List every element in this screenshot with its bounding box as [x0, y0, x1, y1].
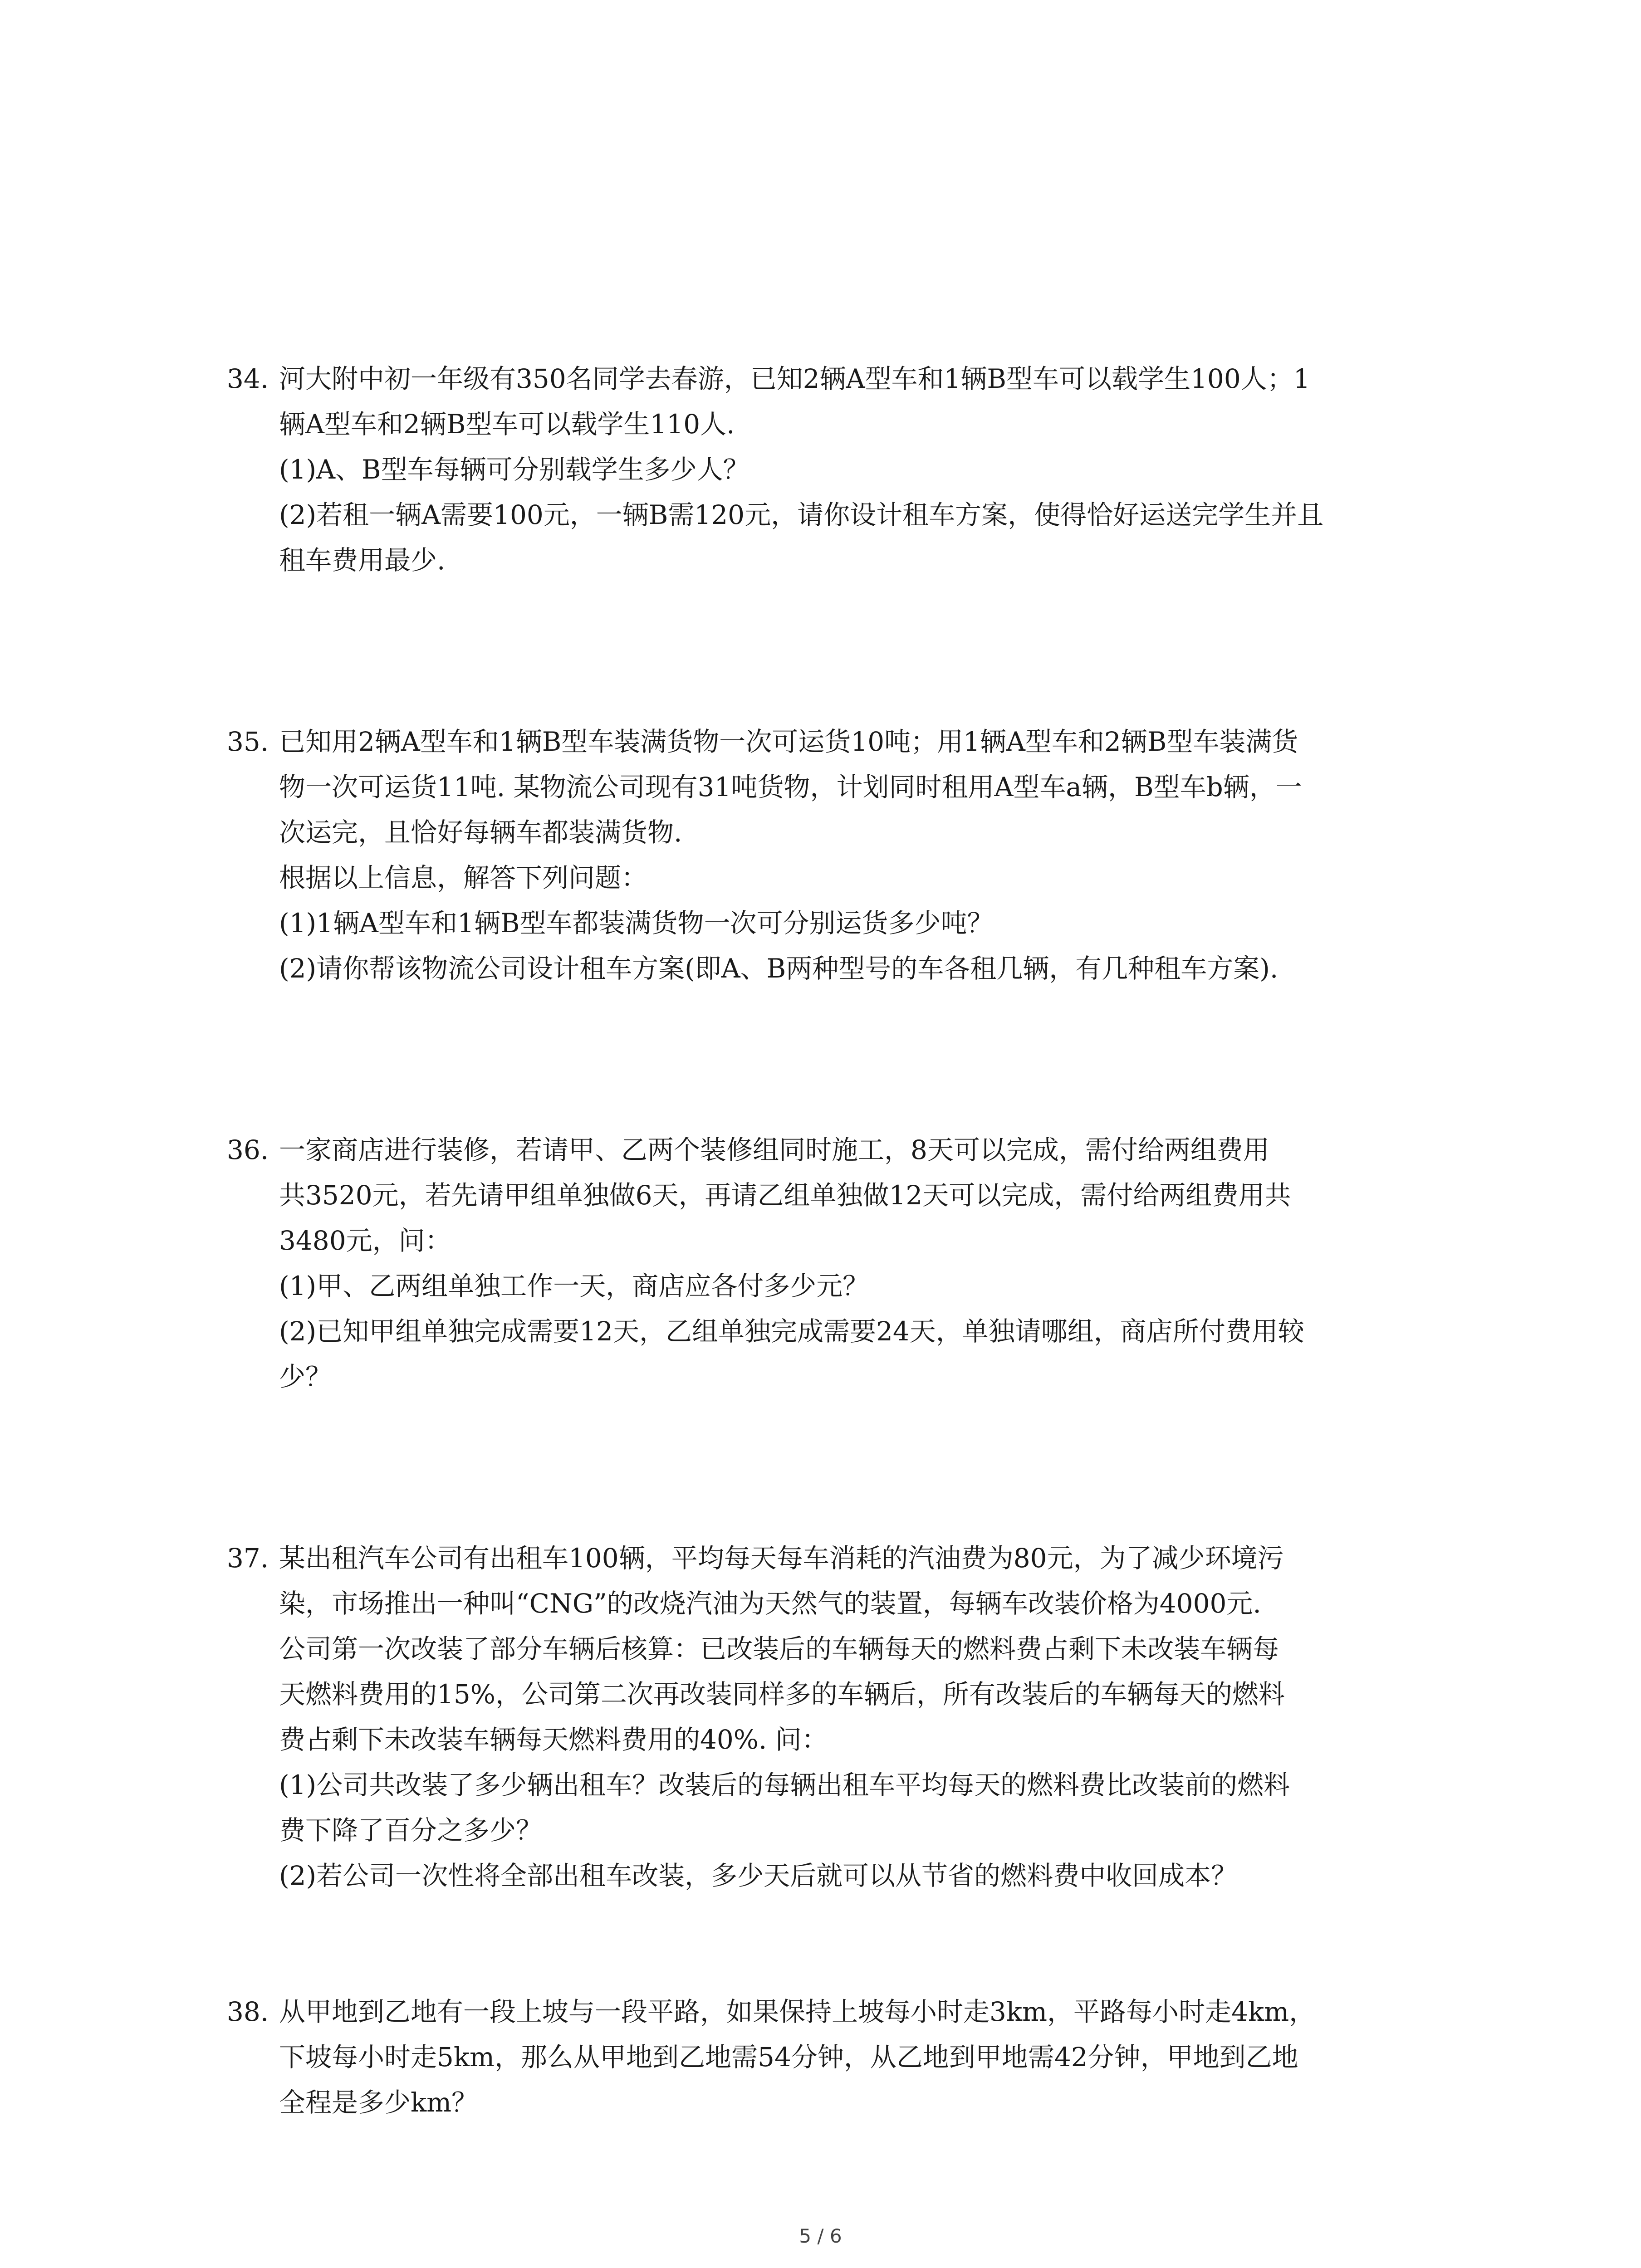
- problem-text-line: 次运完，且恰好每辆车都装满货物.: [279, 817, 682, 848]
- problem-text-line: 全程是多少km？: [279, 2087, 478, 2118]
- problem-number: 38.: [227, 1996, 269, 2027]
- problem-text-line: 某出租汽车公司有出租车100辆，平均每天每车消耗的汽油费为80元，为了减少环境污: [279, 1543, 1284, 1574]
- problem-text-line: 物一次可运货11吨. 某物流公司现有31吨货物，计划同时租用A型车a辆，B型车b辆，一: [279, 772, 1302, 802]
- sub-question-1: (1)公司共改装了多少辆出租车？改装后的每辆出租车平均每天的燃料费比改装前的燃料: [279, 1769, 1290, 1800]
- problem-number: 34.: [227, 363, 269, 394]
- sub-question-1: (1)A、B型车每辆可分别载学生多少人？: [279, 454, 749, 485]
- problem-text-line: 租车费用最少.: [279, 545, 446, 576]
- problem-text-line: 下坡每小时走5km，那么从甲地到乙地需54分钟，从乙地到甲地需42分钟，甲地到乙地: [279, 2042, 1298, 2072]
- problem-text-line: 一家商店进行装修，若请甲、乙两个装修组同时施工，8天可以完成，需付给两组费用: [279, 1134, 1269, 1165]
- problem-35: [227, 719, 1452, 991]
- sub-question-2: (2)请你帮该物流公司设计租车方案(即A、B两种型号的车各租几辆，有几种租车方案).: [279, 953, 1279, 984]
- problem-38: [227, 1989, 1452, 2125]
- problem-text-line: 费占剩下未改装车辆每天燃料费用的40%. 问：: [279, 1724, 828, 1755]
- problem-text-line: 少？: [279, 1361, 332, 1392]
- problem-text-line: 已知用2辆A型车和1辆B型车装满货物一次可运货10吨；用1辆A型车和2辆B型车装满货: [279, 726, 1298, 757]
- problem-text-line: 辆A型车和2辆B型车可以载学生110人.: [279, 409, 735, 440]
- problem-number: 37.: [227, 1543, 269, 1574]
- problem-text-line: 染，市场推出一种叫“CNG”的改烧汽油为天然气的装置，每辆车改装价格为4000元.: [279, 1588, 1261, 1619]
- sub-question-2: (2)若租一辆A需要100元，一辆B需120元，请你设计租车方案，使得恰好运送完学生并且: [279, 499, 1324, 530]
- problem-text-line: 河大附中初一年级有350名同学去春游，已知2辆A型车和1辆B型车可以载学生100人；1: [279, 363, 1310, 394]
- problem-text-line: 从甲地到乙地有一段上坡与一段平路，如果保持上坡每小时走3km，平路每小时走4km，: [279, 1996, 1316, 2027]
- problem-37: [227, 1535, 1452, 1898]
- sub-question-1: (1)甲、乙两组单独工作一天，商店应各付多少元？: [279, 1271, 869, 1301]
- problem-number: 36.: [227, 1134, 269, 1165]
- sub-question-2: (2)已知甲组单独完成需要12天，乙组单独完成需要24天，单独请哪组，商店所付费用较: [279, 1316, 1304, 1347]
- problem-number: 35.: [227, 726, 269, 757]
- sub-question-2: (2)若公司一次性将全部出租车改装，多少天后就可以从节省的燃料费中收回成本？: [279, 1860, 1238, 1891]
- sub-question-1: (1)1辆A型车和1辆B型车都装满货物一次可分别运货多少吨？: [279, 908, 994, 938]
- problem-text-line: 共3520元，若先请甲组单独做6天，再请乙组单独做12天可以完成，需付给两组费用共: [279, 1180, 1291, 1211]
- problem-34: [227, 356, 1452, 583]
- problem-36: [227, 1127, 1452, 1399]
- problem-text-line: 根据以上信息，解答下列问题：: [279, 862, 648, 893]
- problem-text-line: 天燃料费用的15%，公司第二次再改装同样多的车辆后，所有改装后的车辆每天的燃料: [279, 1679, 1285, 1710]
- problem-text-line: 公司第一次改装了部分车辆后核算：已改装后的车辆每天的燃料费占剩下未改装车辆每: [279, 1633, 1279, 1664]
- problem-text-line: 费下降了百分之多少？: [279, 1815, 543, 1846]
- page-indicator: 5 / 6: [799, 2225, 842, 2247]
- problem-text-line: 3480元，问：: [279, 1225, 451, 1256]
